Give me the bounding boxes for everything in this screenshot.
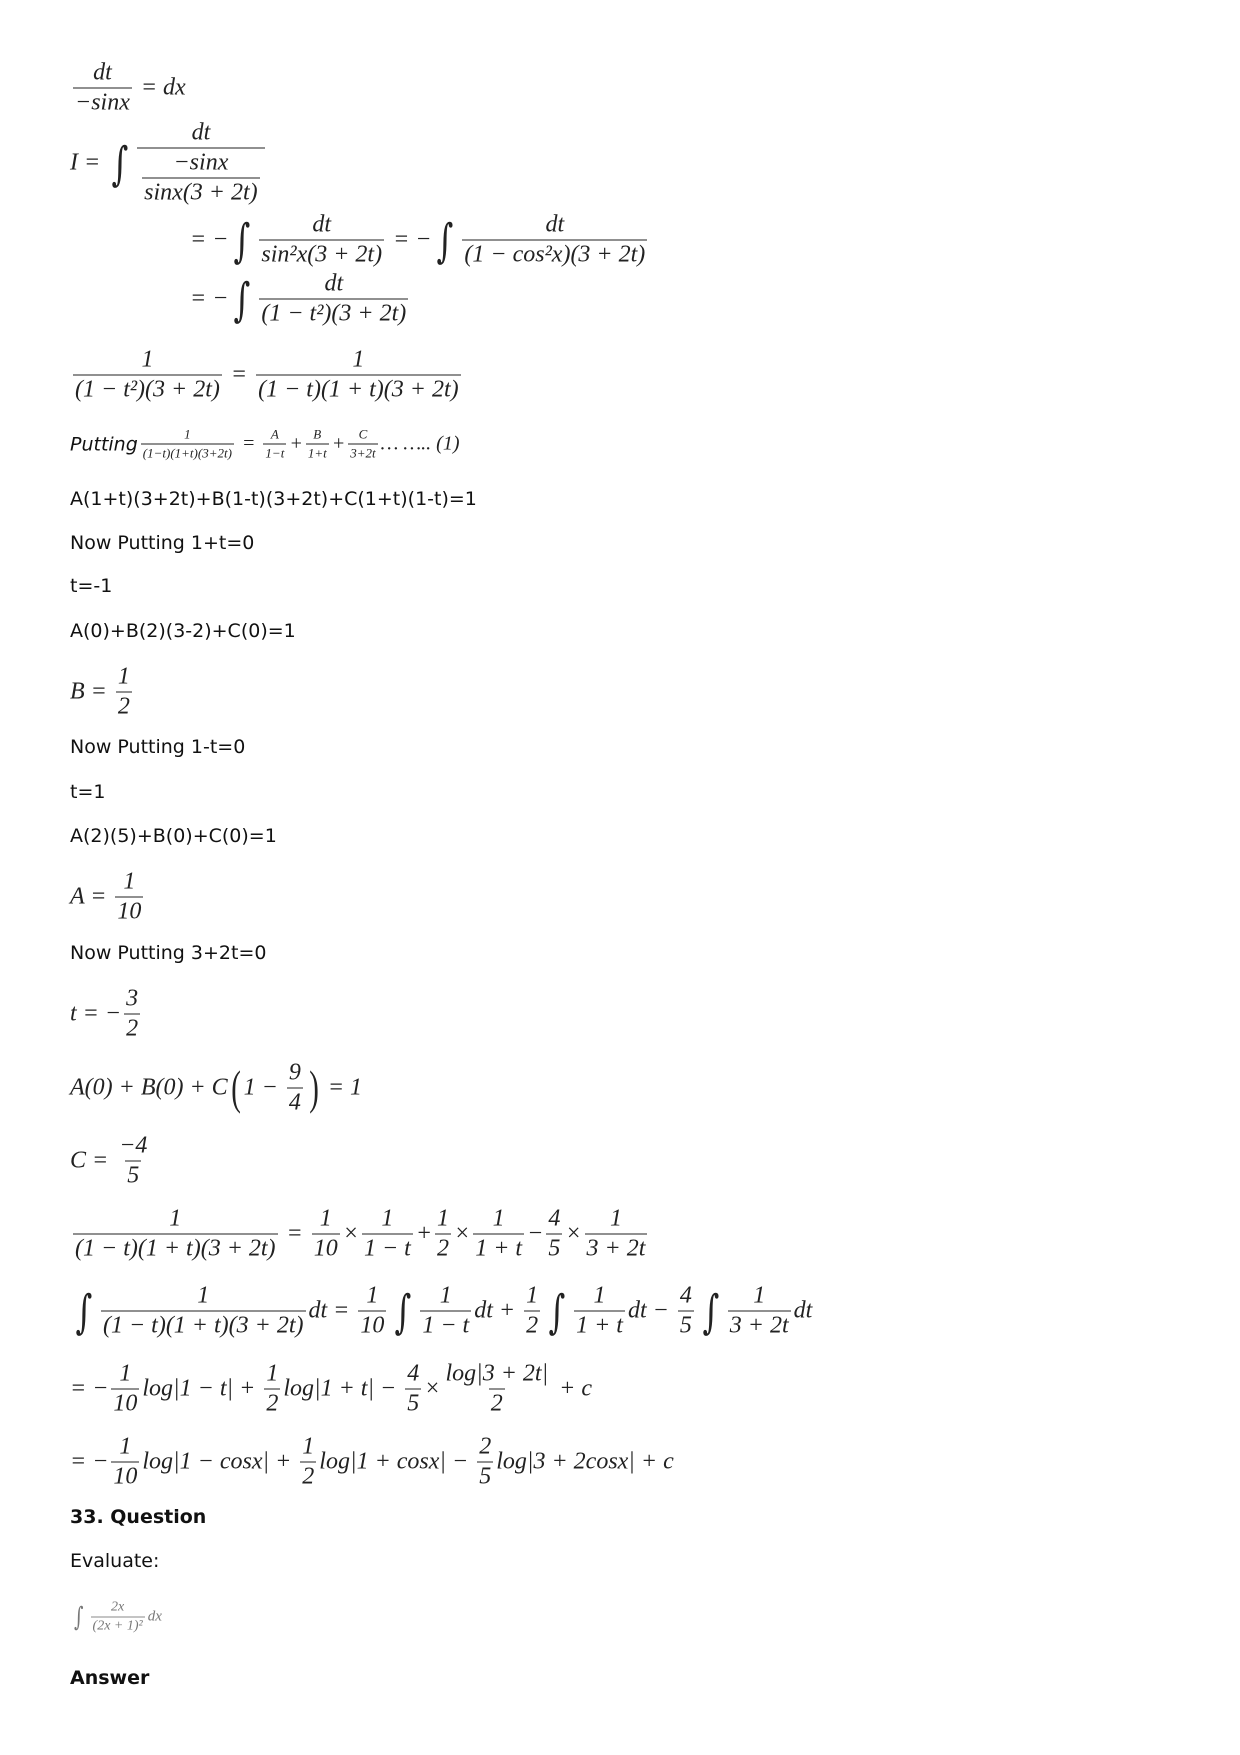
math-text: 9 [288,1059,301,1086]
math-text: log|3 + 2cosx| + c [496,1448,674,1475]
math-text: = [224,361,254,388]
math-line [190,271,411,328]
math-text: 3 [126,985,139,1012]
math-text: sinx(3 + 2t) [144,179,258,206]
heading-text: 33. Question [70,1506,207,1528]
math-text: 1 [437,1205,450,1232]
numerator [116,664,132,692]
numerator [117,1133,149,1161]
denominator [259,299,408,328]
denominator [287,1088,303,1117]
math-text: 3 + 2t [729,1312,789,1339]
fraction [546,1206,562,1263]
denominator [137,148,265,207]
math-text: 1 [119,1360,132,1387]
fraction [435,1206,451,1263]
math-text: 1 [439,1282,452,1309]
math-text: = − [190,285,229,312]
fraction [264,1361,280,1418]
numerator [318,1206,334,1234]
math-text: B = [70,678,113,705]
math-line [70,1206,650,1263]
denominator [348,444,377,462]
numerator [491,1206,507,1234]
heading [70,1667,149,1689]
denominator [435,1234,451,1263]
math-text: (1 − t²)(3 + 2t) [75,376,220,403]
numerator [109,1600,126,1617]
numerator [751,1283,767,1311]
math-text: 2x [111,1599,125,1615]
text-line [70,736,245,758]
question-expression [70,1600,162,1635]
math-text: I = [70,149,107,176]
math-line [70,869,146,926]
math-text: C [358,426,368,442]
math-text: 2 [479,1433,492,1460]
line-text: Now Putting 3+2t=0 [70,942,267,964]
text-line [70,532,254,554]
numerator [167,1206,183,1234]
math-text: 2 [302,1463,315,1490]
math-text: B [313,426,322,442]
math-text: (1 − t)(1 + t)(3 + 2t) [102,1312,304,1339]
fraction [115,869,143,926]
denominator [489,1389,505,1418]
math-line [70,347,464,404]
math-text: 5 [407,1390,420,1417]
numerator [195,1283,211,1311]
math-text: dt [793,1297,813,1324]
math-text: 1 [123,868,136,895]
text-line [70,942,266,964]
denominator [141,444,234,462]
line-text: Now Putting 1+t=0 [70,532,255,554]
line-text: Now Putting 1-t=0 [70,736,246,758]
equation [70,60,186,117]
math-text: + [415,1220,433,1247]
math-line [70,1060,362,1117]
math-text: (1 − t)(1 + t)(3 + 2t) [258,376,459,403]
integral-sign: ∫ [548,1284,566,1338]
numerator [117,1361,133,1389]
integral-sign: ∫ [394,1284,412,1338]
numerator [546,1206,562,1234]
math-text: × [342,1220,359,1247]
math-text: 5 [679,1312,692,1339]
math-text: log|1 − t| + [142,1375,262,1402]
heading-text: Answer [70,1667,150,1689]
numerator [171,150,230,178]
math-text: C = [70,1147,115,1174]
numerator [182,427,193,444]
fraction [73,1206,278,1263]
denominator [111,1389,139,1418]
math-text: 1 [117,663,130,690]
math-text: + [289,432,303,455]
fraction [728,1283,791,1340]
denominator [306,444,329,462]
text-line [70,575,112,597]
math-text: 1 [352,346,365,373]
integral-sign: ∫ [233,213,251,267]
fraction [348,427,377,462]
numerator [300,1434,316,1462]
math-text: = [236,432,261,455]
integral-sign: ∫ [437,213,454,267]
equation [70,120,268,207]
equation [138,427,460,462]
math-text: 1 [753,1282,766,1309]
numerator [524,1283,540,1311]
fraction [574,1283,625,1340]
denominator [524,1311,540,1340]
fraction [585,1206,648,1263]
line-text: A(1+t)(3+2t)+B(1-t)(3+2t)+C(1+t)(1-t)=1 [70,488,477,510]
math-text: 4 [548,1205,561,1232]
fraction [73,60,132,117]
equation [70,1060,362,1117]
math-text: A = [70,883,113,910]
fraction [462,212,647,269]
integral-sign: ∫ [74,1602,84,1632]
math-text: 1 [492,1205,505,1232]
denominator [264,1389,280,1418]
fraction [405,1361,421,1418]
math-text: dt [324,270,344,297]
numerator [91,60,114,88]
math-line [70,427,459,462]
fraction [256,347,461,404]
denominator [574,1311,625,1340]
equation [70,1361,592,1418]
numerator [287,1060,303,1088]
math-line [70,986,143,1043]
math-text: (1 − t²)(3 + 2t) [261,300,407,327]
denominator [358,1311,386,1340]
numerator [269,427,281,444]
math-text: 1 − t [422,1312,470,1339]
math-text: 10 [360,1312,385,1339]
denominator [546,1234,562,1263]
math-text: A [270,426,279,442]
fraction [362,1206,413,1263]
fraction [116,664,132,721]
math-text: A(0) + B(0) + C [70,1074,228,1101]
numerator [264,1361,280,1389]
math-text: 2 [126,1015,139,1042]
denominator [678,1311,694,1340]
math-text: = − [387,226,432,253]
math-text: 4 [288,1089,301,1116]
equation [70,664,135,721]
math-text: (2x + 1)² [92,1618,143,1634]
equation [70,1434,674,1491]
math-text: dt [93,59,112,86]
math-text: 1 [319,1205,332,1232]
denominator [101,1311,306,1340]
denominator [312,1234,340,1263]
line-text: t=1 [70,781,106,803]
fraction [420,1283,471,1340]
math-text: 5 [127,1162,140,1189]
math-line [190,212,650,269]
equation [70,1283,812,1340]
numerator [117,1434,133,1462]
parenthesis: ) [309,1061,319,1114]
math-text: 10 [313,1235,338,1262]
math-text: 1 [381,1205,394,1232]
numerator [592,1283,608,1311]
fraction [259,212,384,269]
math-text: 1 + t [475,1235,523,1262]
math-text: 1 [302,1433,315,1460]
fraction [259,271,408,328]
numerator [477,1434,493,1462]
numerator [124,986,140,1014]
math-text: dt [312,211,332,238]
math-text: 3+2t [350,445,376,461]
math-text: 2 [490,1390,503,1417]
math-text: 2 [117,693,130,720]
fraction [124,986,140,1043]
numerator [438,1283,454,1311]
denominator [256,375,461,404]
fraction [678,1283,694,1340]
numerator [608,1206,624,1234]
fraction [477,1434,493,1491]
math-text: 1 + t [576,1312,623,1339]
fraction [473,1206,524,1263]
denominator [73,1234,278,1263]
math-text: dt − [627,1297,675,1324]
numerator [322,271,345,299]
math-line [70,60,186,117]
math-text: log|3 + 2t| [445,1360,549,1387]
math-text: log|1 + t| − [283,1375,403,1402]
math-text: 1 [184,426,191,442]
math-text: (1 − t)(1 + t)(3 + 2t) [75,1235,276,1262]
fraction [111,1434,139,1491]
denominator [300,1462,316,1491]
math-text: 1 [266,1360,279,1387]
math-text: 2 [266,1390,279,1417]
math-text: = [280,1220,309,1247]
line-text: A(0)+B(2)(3-2)+C(0)=1 [70,620,296,642]
line-text: A(2)(5)+B(0)+C(0)=1 [70,825,277,847]
numerator [350,347,366,375]
fraction [73,347,222,404]
parenthesis: ( [230,1061,241,1114]
text-line [70,620,296,642]
math-text: −4 [119,1132,148,1159]
math-text: 1 [593,1282,606,1309]
fraction [137,120,265,207]
denominator [405,1389,421,1418]
equation [190,271,411,328]
text-line [70,1550,159,1572]
numerator [190,120,213,148]
equation [70,869,146,926]
math-text: log|1 + cosx| − [319,1448,475,1475]
line-text: Putting [70,433,138,455]
math-text: 1 [609,1205,622,1232]
math-text: + c [553,1375,593,1402]
fraction [358,1283,386,1340]
numerator [357,427,370,444]
math-line [70,1283,812,1340]
fraction [91,1600,145,1635]
math-text: … ….. (1) [380,432,460,455]
fraction [117,1133,149,1190]
math-text: + [331,432,346,455]
math-text: dt [191,119,211,146]
fraction [287,1060,303,1117]
equation [70,1206,650,1263]
denominator [259,240,384,269]
line-text: t=-1 [70,575,113,597]
denominator [111,1462,139,1491]
math-text: − [527,1220,544,1247]
denominator [73,375,222,404]
numerator [443,1361,550,1389]
denominator [420,1311,471,1340]
math-text: = − [70,1375,109,1402]
denominator [477,1462,493,1491]
line-text: Evaluate: [70,1550,160,1572]
fraction [101,1283,306,1340]
math-text: t = − [70,1000,122,1027]
math-text: 2 [526,1312,539,1339]
math-text: sin²x(3 + 2t) [261,241,383,268]
denominator [91,1617,145,1635]
math-text: = − [70,1448,109,1475]
numerator [405,1361,421,1389]
equation [70,986,143,1043]
text-line [70,488,477,510]
math-text: dx [147,1608,162,1625]
equation [70,1133,152,1190]
math-line [70,1133,152,1190]
math-text: dt + [474,1297,522,1324]
integral-sign: ∫ [111,136,129,190]
numerator [364,1283,380,1311]
math-text: 1 [119,1433,132,1460]
numerator [139,347,155,375]
math-text: 10 [113,1390,138,1417]
fraction [141,427,234,462]
fraction [443,1361,550,1418]
math-text: 1−t [265,445,285,461]
math-text: 4 [407,1360,420,1387]
math-text: log|1 − cosx| + [142,1448,298,1475]
math-text: 10 [113,1463,138,1490]
denominator [263,444,286,462]
math-text: 1 [169,1205,182,1232]
numerator [310,212,333,240]
math-text: 1 [366,1282,379,1309]
numerator [379,1206,395,1234]
denominator [462,240,647,269]
math-text: 1+t [307,445,327,461]
math-text: × [454,1220,471,1247]
math-line [70,1434,674,1491]
denominator [116,692,132,721]
denominator [585,1234,648,1263]
denominator [115,897,143,926]
math-line [70,1361,592,1418]
fraction [524,1283,540,1340]
numerator [678,1283,694,1311]
math-text: = 1 [321,1074,363,1101]
math-text: 3 + 2t [586,1235,646,1262]
math-text: 10 [117,898,142,925]
numerator [544,212,567,240]
fraction [312,1206,340,1263]
math-text: −sinx [75,89,130,116]
fraction [142,150,260,207]
denominator [728,1311,791,1340]
denominator [73,88,132,117]
fraction [263,427,286,462]
math-text: 1 [141,346,154,373]
math-text: 2 [437,1235,450,1262]
math-text: × [424,1375,441,1402]
text-line [70,781,105,803]
math-text: × [565,1220,582,1247]
numerator [311,427,323,444]
text-line [70,825,277,847]
math-text: dt = [308,1297,356,1324]
math-text: 5 [548,1235,561,1262]
denominator [362,1234,413,1263]
math-line [70,664,135,721]
denominator [125,1161,141,1190]
math-text: −sinx [173,149,229,176]
math-text: = − [190,226,229,253]
math-text: = dx [134,74,186,101]
math-text: 5 [479,1463,492,1490]
numerator [435,1206,451,1234]
math-text: 1 − t [363,1235,411,1262]
equation [190,212,650,269]
denominator [142,178,260,207]
integral-sign: ∫ [702,1284,720,1338]
math-text: 1 − [243,1074,284,1101]
integral-sign: ∫ [233,272,251,326]
integral-sign: ∫ [75,1284,93,1338]
math-text: (1 − cos²x)(3 + 2t) [464,241,646,268]
math-text: dt [545,211,565,238]
numerator [121,869,137,897]
equation [70,347,464,404]
equation [70,1600,162,1635]
math-text: 4 [679,1282,692,1309]
math-text: 1 [526,1282,539,1309]
fraction [300,1434,316,1491]
fraction [306,427,329,462]
math-text: 1 [197,1282,210,1309]
heading [70,1506,206,1528]
fraction [111,1361,139,1418]
math-line [70,120,268,207]
denominator [473,1234,524,1263]
math-text: (1−t)(1+t)(3+2t) [142,445,232,461]
denominator [124,1014,140,1043]
